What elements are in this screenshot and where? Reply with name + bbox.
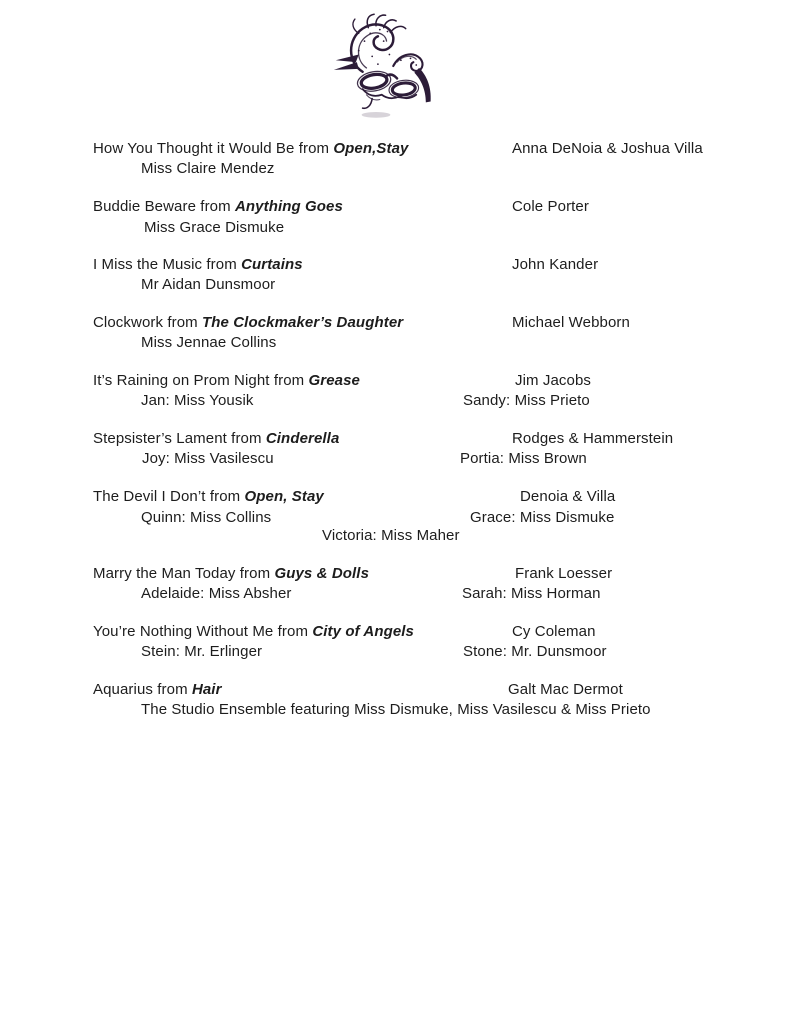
performer-name: Portia: Miss Brown bbox=[460, 450, 587, 467]
composer-name: Anna DeNoia & Joshua Villa bbox=[512, 140, 703, 157]
performer-name: Sarah: Miss Horman bbox=[462, 585, 601, 602]
show-title: Curtains bbox=[241, 256, 303, 273]
show-title: Grease bbox=[308, 372, 360, 389]
song-title-line bbox=[93, 197, 343, 216]
performer-name: Sandy: Miss Prieto bbox=[463, 392, 590, 409]
performer-name: Victoria: Miss Maher bbox=[322, 527, 460, 544]
song-title-line bbox=[93, 622, 414, 641]
performer-name: Stone: Mr. Dunsmoor bbox=[463, 643, 607, 660]
song-title: Aquarius from bbox=[93, 681, 192, 698]
composer-name: Frank Loesser bbox=[515, 565, 613, 582]
performer-name: Joy: Miss Vasilescu bbox=[142, 450, 274, 467]
song-title: The Devil I Don’t from bbox=[93, 488, 245, 505]
show-title: City of Angels bbox=[312, 623, 414, 640]
show-title: Open,Stay bbox=[333, 140, 409, 157]
show-title: Open, Stay bbox=[244, 488, 324, 505]
song-title-line bbox=[93, 255, 303, 274]
song-title-line bbox=[93, 139, 408, 158]
song-title-line bbox=[93, 564, 369, 583]
show-title: The Clockmaker’s Daughter bbox=[202, 314, 404, 331]
performer-name: Miss Claire Mendez bbox=[141, 160, 275, 177]
composer-name: John Kander bbox=[512, 256, 599, 273]
composer-name: Michael Webborn bbox=[512, 314, 630, 331]
song-title: Stepsister’s Lament from bbox=[93, 430, 266, 447]
performer-name: Miss Jennae Collins bbox=[141, 334, 277, 351]
performer-name: The Studio Ensemble featuring Miss Dismuke, Miss Vasilescu & Miss Prieto bbox=[141, 701, 651, 718]
performer-name: Adelaide: Miss Absher bbox=[141, 585, 292, 602]
song-title: Clockwork from bbox=[93, 314, 203, 331]
song-title: I Miss the Music from bbox=[93, 256, 242, 273]
composer-name: Cy Coleman bbox=[512, 623, 596, 640]
composer-name: Cole Porter bbox=[512, 198, 589, 215]
performer-name: Quinn: Miss Collins bbox=[141, 509, 272, 526]
composer-name: Jim Jacobs bbox=[515, 372, 592, 389]
composer-name: Rodges & Hammerstein bbox=[512, 430, 674, 447]
show-title: Anything Goes bbox=[234, 198, 343, 215]
show-title: Guys & Dolls bbox=[274, 565, 370, 582]
performer-name: Mr Aidan Dunsmoor bbox=[141, 276, 276, 293]
lace-masquerade-mask-icon bbox=[330, 12, 445, 120]
composer-name: Galt Mac Dermot bbox=[508, 681, 623, 698]
composer-name: Denoia & Villa bbox=[520, 488, 616, 505]
mask-shadow bbox=[362, 112, 391, 118]
performer-name: Stein: Mr. Erlinger bbox=[141, 643, 263, 660]
song-title: It’s Raining on Prom Night from bbox=[93, 372, 309, 389]
song-title-line bbox=[93, 680, 222, 699]
performer-name: Jan: Miss Yousik bbox=[141, 392, 254, 409]
song-title: How You Thought it Would Be from bbox=[93, 140, 334, 157]
performer-name: Grace: Miss Dismuke bbox=[470, 509, 615, 526]
song-title: Buddie Beware from bbox=[93, 198, 235, 215]
show-title: Hair bbox=[191, 681, 222, 698]
show-title: Cinderella bbox=[265, 430, 340, 447]
song-title: You’re Nothing Without Me from bbox=[93, 623, 313, 640]
song-title: Marry the Man Today from bbox=[93, 565, 275, 582]
song-title-line bbox=[93, 313, 403, 332]
song-title-line bbox=[93, 429, 339, 448]
song-title-line bbox=[93, 487, 324, 506]
performer-name: Miss Grace Dismuke bbox=[144, 219, 285, 236]
song-title-line bbox=[93, 371, 360, 390]
